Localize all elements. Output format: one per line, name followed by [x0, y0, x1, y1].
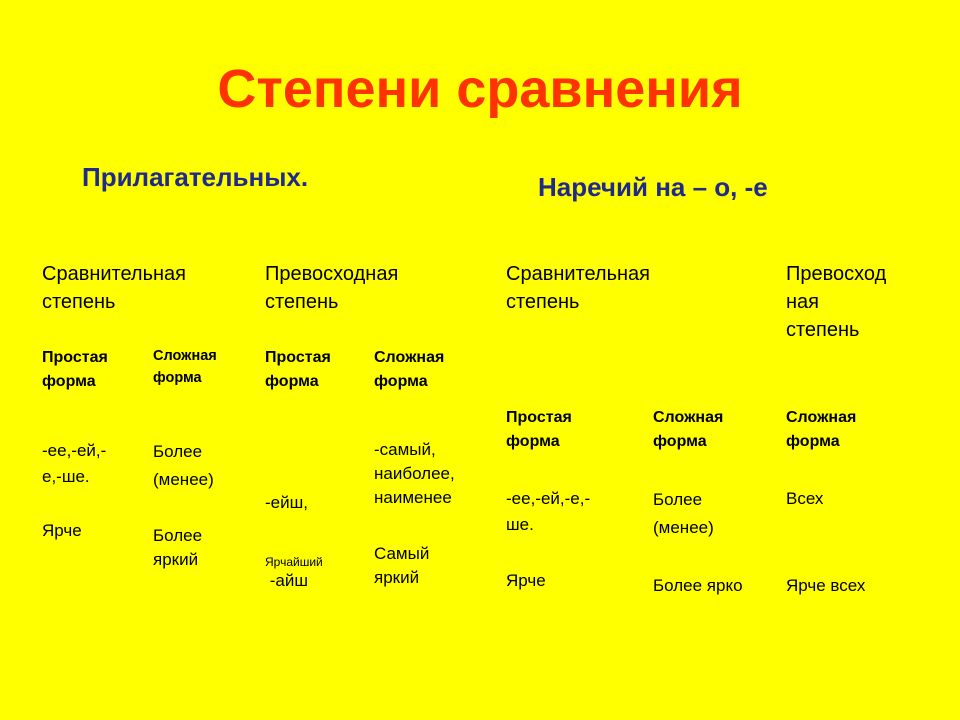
adj-comp-compound-label: Сложная форма [153, 348, 217, 386]
adj-sup-compound-ending: -самый, наиболее, наименее [374, 440, 455, 507]
adv-comp-simple-ending: -ее,-ей,-е,- ше. [506, 489, 591, 534]
adv-comp-simple-label: Простая форма [506, 409, 572, 450]
adj-sup-simple-example: Ярчайший [265, 555, 323, 569]
page-title: Степени сравнения [217, 59, 743, 119]
adj-comp-simple-ending: -ее,-ей,- е,-ше. [42, 441, 107, 486]
adj-sup-compound-label: Сложная форма [374, 349, 445, 390]
adj-sup-simple-label: Простая форма [265, 349, 331, 390]
adj-comp-simple-label: Простая форма [42, 349, 108, 390]
adj-superlative-header: Превосходная степень [265, 263, 399, 313]
adv-sup-compound-label: Сложная форма [786, 409, 857, 450]
adv-comp-simple-example: Ярче [506, 571, 546, 590]
adv-sup-compound-ending: Всех [786, 489, 824, 508]
adj-comp-compound-ending: Более (менее) [153, 442, 214, 489]
adv-comp-compound-label: Сложная форма [653, 409, 724, 450]
adv-superlative-header: Превосход ная степень [786, 263, 887, 341]
adv-comp-compound-example: Более ярко [653, 576, 743, 595]
adj-sup-compound-example: Самый яркий [374, 544, 430, 587]
adj-comp-simple-example: Ярче [42, 521, 82, 540]
adv-comp-compound-ending: Более (менее) [653, 490, 714, 537]
adj-comp-compound-example: Более яркий [153, 526, 203, 569]
adj-comparative-header: Сравнительная степень [42, 263, 187, 313]
adj-sup-simple-ending: -ейш, -айш [265, 493, 308, 590]
adverbs-heading: Наречий на – о, -е [538, 172, 768, 202]
adv-comparative-header: Сравнительная степень [506, 263, 651, 313]
adv-sup-compound-example: Ярче всех [786, 576, 866, 595]
adjectives-heading: Прилагательных. [82, 162, 309, 192]
